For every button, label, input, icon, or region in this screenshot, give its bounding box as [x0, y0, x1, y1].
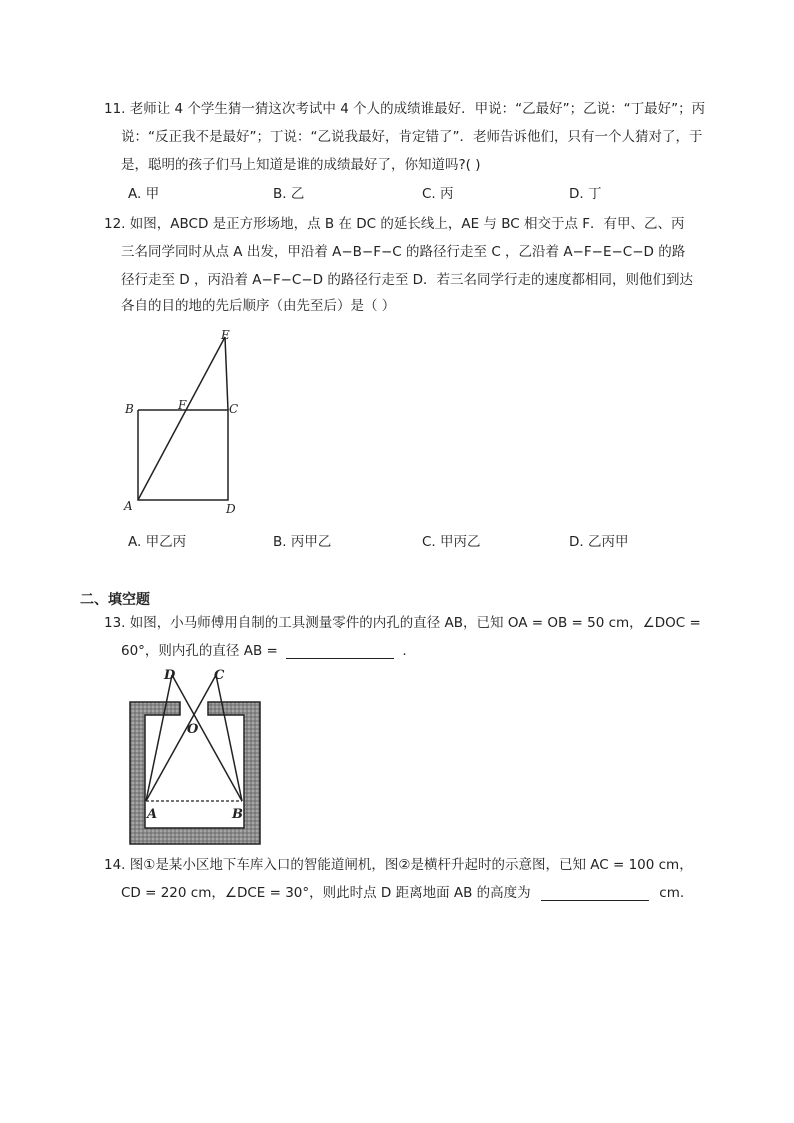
q11-option-a: A. 甲 — [128, 186, 160, 202]
label-a: A — [124, 499, 133, 513]
arm-cb — [216, 675, 242, 801]
q14-line2 — [121, 879, 684, 907]
arm-ca — [146, 675, 216, 801]
q11-line1: 11. 老师让 4 个学生猜一猜这次考试中 4 个人的成绩谁最好．甲说：“乙最好”；乙说：“丁最好”；丙 — [104, 101, 706, 117]
q11-option-d: D. 丁 — [569, 186, 602, 202]
label-a: A — [147, 807, 158, 822]
square-abcd — [138, 410, 228, 500]
q12-option-d: D. 乙丙甲 — [569, 534, 629, 550]
q11-option-c: C. 丙 — [422, 186, 454, 202]
segment-ce — [225, 337, 228, 410]
label-f: F — [178, 398, 187, 412]
q13-line2-end: . — [402, 643, 407, 659]
q13-line2-text: 60°，则内孔的直径 AB = — [121, 643, 278, 659]
q11-line3: 是，聪明的孩子们马上知道是谁的成绩最好了，你知道吗?( ) — [121, 157, 481, 173]
label-d: D — [226, 502, 236, 516]
q13-answer-blank[interactable] — [286, 643, 394, 659]
q14-answer-blank[interactable] — [541, 885, 649, 901]
arm-da — [146, 675, 172, 801]
q13-figure-tool — [120, 662, 270, 847]
q12-option-b: B. 丙甲乙 — [273, 534, 332, 550]
label-o: O — [187, 722, 199, 737]
q11-line2: 说：“反正我不是最好”；丁说：“乙说我最好，肯定错了”．老师告诉他们，只有一个人猜对了，于 — [121, 129, 703, 145]
label-d: D — [164, 668, 176, 683]
q12-line4: 各自的目的地的先后顺序（由先至后）是（ ） — [121, 298, 396, 314]
q12-figure-square — [118, 325, 248, 520]
q12-line3: 径行走至 D ，丙沿着 A−F−C−D 的路径行走至 D．若三名同学行走的速度都相同，则他们到达 — [121, 272, 694, 288]
q13-line2 — [121, 637, 407, 665]
q14-line2-text: CD = 220 cm，∠DCE = 30°，则此时点 D 距离地面 AB 的高度为 — [121, 885, 531, 901]
label-b: B — [232, 807, 243, 822]
section-heading-fill-in: 二、填空题 — [80, 592, 150, 608]
q14-line2-end: cm. — [659, 885, 685, 901]
q12-option-c: C. 甲丙乙 — [422, 534, 481, 550]
label-c: C — [229, 402, 239, 416]
q11-option-b: B. 乙 — [273, 186, 305, 202]
label-c: C — [214, 668, 225, 683]
q14-line1: 14. 图①是某小区地下车库入口的智能道闸机，图②是横杆升起时的示意图，已知 AC = 100 cm， — [104, 857, 693, 873]
q12-option-a: A. 甲乙丙 — [128, 534, 187, 550]
q12-line1: 12. 如图，ABCD 是正方形场地，点 B 在 DC 的延长线上，AE 与 BC 相交于点 F．有甲、乙、丙 — [104, 216, 685, 232]
arm-db — [172, 675, 242, 801]
segment-ae — [138, 337, 225, 500]
q12-line2: 三名同学同时从点 A 出发，甲沿着 A−B−F−C 的路径行走至 C ，乙沿着 A−F−E−C−D 的路 — [121, 244, 686, 260]
q13-line1: 13. 如图，小马师傅用自制的工具测量零件的内孔的直径 AB，已知 OA = OB = 50 cm，∠DOC = — [104, 615, 701, 631]
label-e: E — [221, 328, 230, 342]
label-b: B — [125, 402, 134, 416]
